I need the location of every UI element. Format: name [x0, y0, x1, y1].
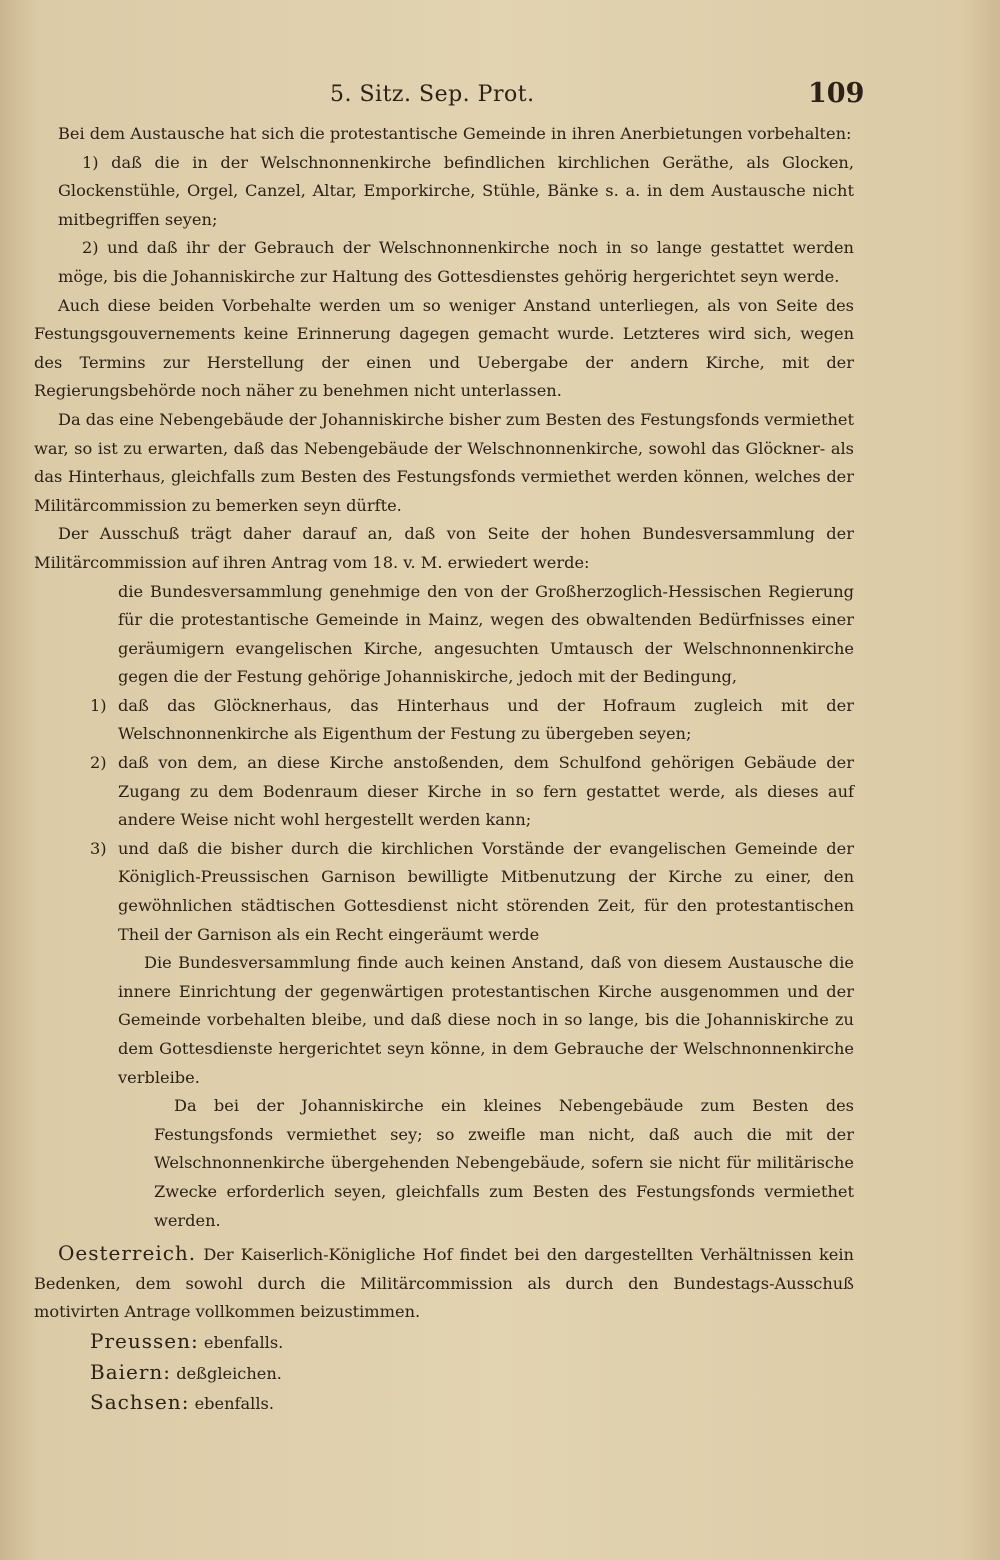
vote-text: Der Kaiserlich-Königliche Hof findet bei den dargestellten Verhältnissen kein Bedenken, dem sowohl durch die Militärcommission als durch den Bundestags-Ausschuß motivirten Antrage vollkommen beizustimmen. — [34, 1245, 854, 1322]
paragraph-reservations-comment: Auch diese beiden Vorbehalte werden um so weniger Anstand unterliegen, als von Seite des Festungsgouvernements keine Erinnerung dagegen gemacht wurde. Letzteres wird sich, wegen des Termins zur Herstellung der einen und Uebergabe der andern Kirche, mit der Regierungsbehörde noch näher zu benehmen nicht unterlassen. — [34, 295, 854, 401]
page-body — [34, 120, 854, 1419]
paragraph-outbuilding: Da das eine Nebengebäude der Johanniskirche bisher zum Besten des Festungsfonds vermiethet war, so ist zu erwarten, daß das Nebengebäude der Welschnonnenkirche, sowohl das Glöckner- als das Hinterhaus, gleichfalls zum Besten des Festungsfonds vermiethet werden können, welches der Militärcommission zu bemerken seyn dürfte. — [34, 409, 854, 515]
reservation-item-2: 2) und daß ihr der Gebrauch der Welschnonnenkirche noch in so lange gestattet werden möge, bis die Johanniskirche zur Haltung des Gottesdienstes gehörig hergerichtet seyn werde. — [58, 238, 854, 286]
condition-number: 2) — [90, 753, 107, 773]
vote-bavaria — [34, 1358, 854, 1389]
paragraph-reservations-intro: Bei dem Austausche hat sich die protestantische Gemeinde in ihren Anerbietungen vorbehalten: — [58, 124, 852, 143]
vote-state: Preussen: — [90, 1328, 199, 1353]
vote-state: Oesterreich. — [58, 1241, 197, 1266]
paragraph-committee-motion: Der Ausschuß trägt daher darauf an, daß von Seite der hohen Bundesversammlung der Militärcommission auf ihren Antrag vom 18. v. M. erwiedert werde: — [34, 524, 854, 572]
vote-text: ebenfalls. — [203, 1332, 284, 1352]
condition-text: und daß die bisher durch die kirchlichen Vorstände der evangelischen Gemeinde der Königlich-Preussischen Garnison bewilligte Mitbenutzung der Kirche zu einer, den gewöhnlichen städtischen Gottesdienst nicht störenden Zeit, für den protestantischen Theil der Garnison als ein Recht eingeräumt werde — [118, 838, 854, 944]
condition-item — [34, 835, 854, 949]
paragraph-outbuilding-rental: Da bei der Johanniskirche ein kleines Nebengebäude zum Besten des Festungsfonds vermiethet sey; so zweifle man nicht, daß auch die mit der Welschnonnenkirche übergehenden Nebengebäude, sofern sie nicht für militärische Zwecke erforderlich seyen, gleichfalls zum Besten des Festungsfonds vermiethet werden. — [154, 1096, 854, 1230]
vote-text: deßgleichen. — [176, 1363, 282, 1383]
page-header — [0, 78, 1000, 118]
condition-number: 1) — [90, 695, 107, 715]
condition-item — [34, 692, 854, 749]
vote-text: ebenfalls. — [194, 1394, 274, 1414]
vote-state: Sachsen: — [90, 1390, 190, 1415]
motion-block: die Bundesversammlung genehmige den von der Großherzoglich-Hessischen Regierung für die protestantische Gemeinde in Mainz, wegen des obwaltenden Bedürfnisses einer geräumigern evangelischen Kirche, angesuchten Umtausch der Welschnonnenkirche gegen die der Festung gehörige Johanniskirche, jedoch mit der Bedingung, — [118, 581, 854, 687]
condition-number: 3) — [90, 838, 107, 858]
running-title: 5. Sitz. Sep. Prot. — [330, 82, 535, 107]
condition-item — [34, 749, 854, 835]
paragraph-interior-fittings: Die Bundesversammlung finde auch keinen Anstand, daß von diesem Austausche die innere Einrichtung der gegenwärtigen protestantischen Kirche ausgenommen und der Gemeinde vorbehalten bleibe, und daß diese noch in so lange, bis die Johanniskirche zu dem Gottesdienste hergerichtet seyn könne, in dem Gebrauche der Welschnonnenkirche verbleibe. — [118, 953, 854, 1087]
condition-text: daß das Glöcknerhaus, das Hinterhaus und der Hofraum zugleich mit der Welschnonnenkirche als Eigenthum der Festung zu übergeben seyen; — [118, 695, 854, 744]
condition-text: daß von dem, an diese Kirche anstoßenden, dem Schulfond gehörigen Gebäude der Zugang zu dem Bodenraum dieser Kirche in so fern gestattet werde, als dieses auf andere Weise nicht wohl hergestellt werden kann; — [118, 753, 854, 830]
vote-state: Baiern: — [90, 1359, 172, 1384]
vote-prussia — [34, 1327, 854, 1358]
vote-saxony — [34, 1388, 854, 1419]
vote-austria — [34, 1239, 854, 1327]
page-number: 109 — [808, 78, 865, 109]
reservation-item-1: 1) daß die in der Welschnonnenkirche befindlichen kirchlichen Geräthe, als Glocken, Glockenstühle, Orgel, Canzel, Altar, Emporkirche, Stühle, Bänke s. a. in dem Austausche nicht mitbegriffen seyen; — [58, 152, 854, 229]
